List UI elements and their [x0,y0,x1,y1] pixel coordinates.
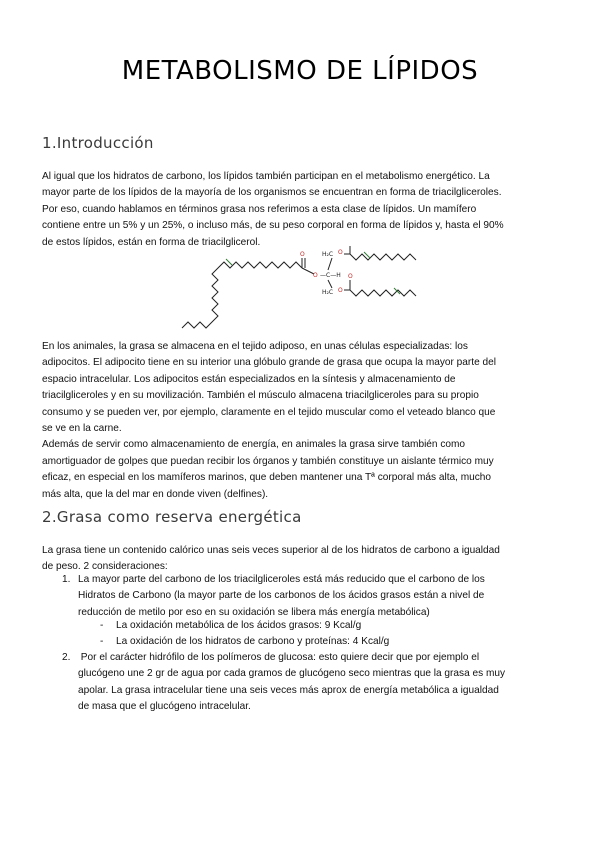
animals-paragraph [42,339,562,503]
reserve-intro-paragraph [42,543,562,576]
intro-paragraph [42,169,562,251]
text-line: reducción de metilo por eso en su oxidación se libera más energía metabólica) [78,606,430,618]
list-number: 1. [62,574,71,585]
text-line: Al igual que los hidratos de carbono, los lípidos también participan en el metabolismo energético. La [42,171,490,182]
fatty-acid-chain-long [182,262,302,328]
glycerol-backbone [328,258,332,270]
text-line: apolar. La grasa intracelular tiene una seis veces más aprox de energía metabólica a igualdad [78,684,499,696]
oxygen-label: O [348,273,353,280]
section-heading-introduction: 1.Introducción [42,134,154,152]
sub-list-text: La oxidación metabólica de los ácidos grasos: 9 Kcal/g [116,620,362,631]
text-line: Por el carácter hidrófilo de los polímeros de glucosa: esto quiere decir que por ejemplo el [78,652,480,663]
text-line: triacilgliceroles y en su movilización. También el músculo almacena triacilgliceroles para su propio [42,390,479,402]
fatty-acid-chain-bottom [344,290,416,296]
oxygen-label: O [338,287,343,294]
text-line: adipocitos. El adipocito tiene en su interior una glóbulo grande de grasa que ocupa la mayor parte del [42,357,496,369]
text-line: Por eso, cuando hablamos en términos grasa nos referimos a esta clase de lípidos. Un mamífero [42,203,477,215]
list-number: 2. [62,652,71,663]
text-line: se ve en la carne. [42,423,122,435]
sub-list-dash: - [100,636,104,647]
text-line: eficaz, en especial en los mamíferos marinos, que deben mantener una Tª corporal más alta, mucho [42,472,492,484]
text-line: Además de servir como almacenamiento de energía, en animales la grasa sirve también como [42,439,466,451]
text-line: mayor parte de los lípidos de la mayoría de los organismos se encuentran en forma de triacilgliceroles. [42,187,502,199]
text-line: En los animales, la grasa se almacena en el tejido adiposo, en unas células especializadas: los [42,341,468,352]
h2c-label-bottom: H₂C [322,289,334,296]
text-line: contiene entre un 5% y un 25%, o incluso más, de su peso corporal en forma de lípidos y, hasta el 90% [42,220,504,232]
text-line: amortiguador de golpes que puedan recibir los órganos y también constituye un aislante térmico muy [42,455,494,467]
text-line: de estos lípidos, están en forma de triacilglicerol. [42,236,261,248]
text-line: La mayor parte del carbono de los triacilgliceroles está más reducido que el carbono de los [78,574,485,585]
text-line: de masa que el glucógeno intracelular. [78,701,251,713]
h2c-label-top: H₂C [322,251,334,258]
text-line: espacio intracelular. Los adipocitos están especializados en la síntesis y almacenamiento de [42,373,456,385]
sub-list-dash: - [100,620,104,631]
fatty-acid-chain-top [344,254,416,260]
list-item-body [78,572,566,621]
text-line: glucógeno une 2 gr de agua por cada gramos de glucógeno seco mientras que la grasa es muy [78,668,506,680]
triacylglycerol-molecule-figure [172,244,432,334]
text-line: consumo y se pueden ver, por ejemplo, claramente en el tejido muscular como el veteado blanco que [42,406,496,418]
page-title: METABOLISMO DE LÍPIDOS [121,56,479,86]
double-bond [226,259,232,265]
sub-list-text: La oxidación de los hidratos de carbono y proteínas: 4 Kcal/g [116,636,390,647]
list-item-body [78,650,566,716]
text-line: más alta, que la del mar en donde viven (delfines). [42,488,269,500]
oxygen-label: O [338,249,343,256]
oxygen-label: O [300,251,305,258]
section-heading-energy-reserve: 2.Grasa como reserva energética [42,508,302,526]
oxygen-label: O [313,272,318,279]
text-line: de peso. 2 consideraciones: [42,561,168,573]
text-line: La grasa tiene un contenido calórico unas seis veces superior al de los hidratos de carbono a igualdad [42,545,500,556]
ch-label: —C—H [320,272,341,279]
glycerol-backbone [328,280,332,288]
text-line: Hidratos de Carbono (la mayor parte de los carbonos de los ácidos grasos están a nivel de [78,590,485,602]
